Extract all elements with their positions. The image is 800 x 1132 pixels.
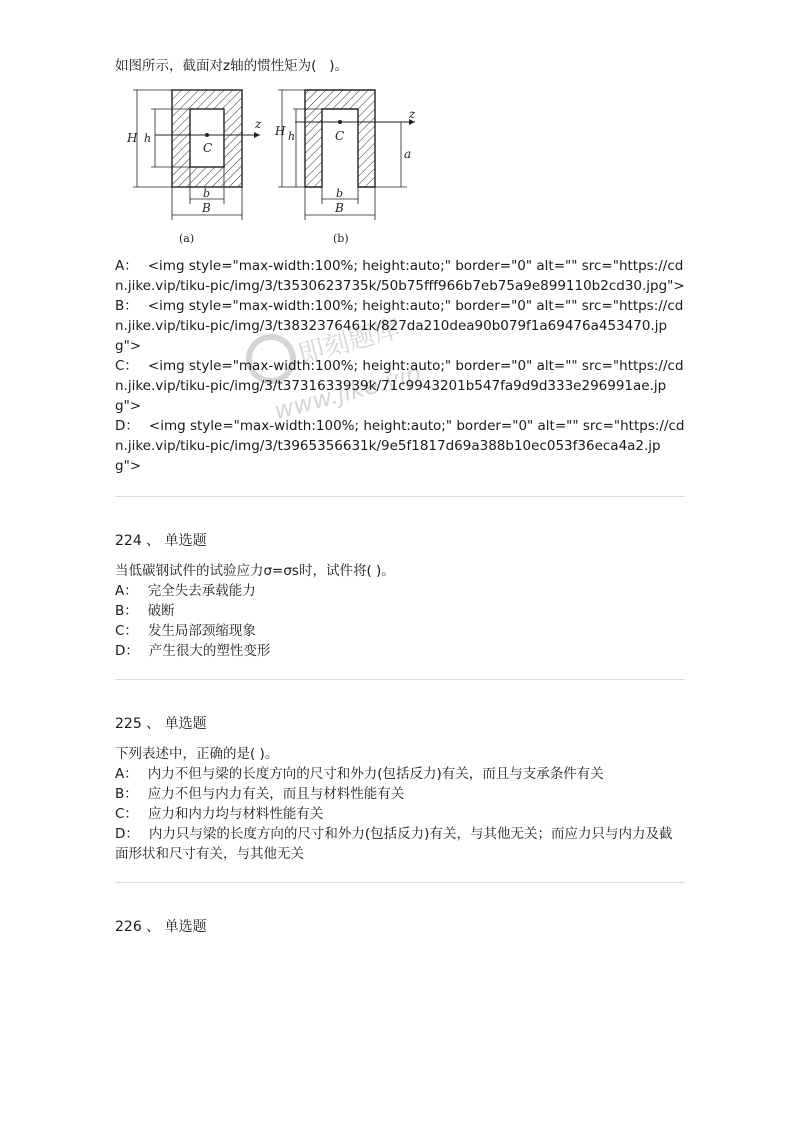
svg-text:b: b [203,187,211,200]
svg-text:H: H [275,124,286,138]
svg-text:B: B [335,201,344,215]
option-label: C： [115,623,138,639]
option-d[interactable] [115,824,685,864]
section-figure [115,80,415,250]
option-b[interactable] [115,601,685,621]
question-stem: 当低碳钢试件的试验应力σ=σs时，试件将( )。 [115,563,395,579]
svg-text:h: h [144,132,152,145]
option-text: 破断 [147,603,175,619]
option-text: <img style="max-width:100%; height:auto;" border="0" alt="" src="https://cdn.jike.vip/tiku-pic/img/3/t3530623735k/50b75fff966b7eb75a9e899110b2cd30.jpg"> [115,258,685,294]
option-text: 内力只与梁的长度方向的尺寸和外力(包括反力)有关，与其他无关；而应力只与内力及截面形状和尺寸有关，与其他无关 [115,826,673,862]
figure-a [126,90,262,245]
option-text: <img style="max-width:100%; height:auto;" border="0" alt="" src="https://cdn.jike.vip/tiku-pic/img/3/t3965356631k/9e5f1817d69a388b10ec053f36eca4a2.jpg"> [115,418,685,474]
option-b[interactable] [115,296,685,356]
svg-text:z: z [409,107,415,121]
option-text: 应力不但与内力有关，而且与材料性能有关 [147,786,405,802]
question-223 [115,56,685,476]
svg-text:h: h [288,130,296,143]
option-text: <img style="max-width:100%; height:auto;" border="0" alt="" src="https://cdn.jike.vip/tiku-pic/img/3/t3731633939k/71c9943201b547fa9d9d333e296991ae.jpg"> [115,358,684,414]
option-label: A： [115,766,138,782]
option-label: B： [115,603,138,619]
options-list [115,256,685,476]
question-stem: 下列表述中，正确的是( )。 [115,746,279,762]
option-label: A： [115,258,138,274]
svg-text:b: b [336,187,344,200]
option-label: D： [115,643,139,659]
watermark-text: 即刻题库 [295,314,404,371]
option-label: C： [115,358,138,374]
svg-text:z: z [255,117,262,131]
option-label: C： [115,806,138,822]
svg-text:B: B [202,201,211,215]
option-c[interactable] [115,356,685,416]
watermark-url: www.jike.vip [271,359,424,426]
option-d[interactable] [115,641,685,661]
option-d[interactable] [115,416,685,476]
option-text: 产生很大的塑性变形 [148,643,271,659]
option-text: 发生局部颈缩现象 [147,623,256,639]
option-label: D： [115,826,139,842]
question-226 [115,917,685,937]
svg-text:C: C [335,129,345,143]
svg-text:H: H [127,131,138,145]
option-text: 应力和内力均与材料性能有关 [147,806,324,822]
question-225 [115,714,685,864]
option-a[interactable] [115,764,685,784]
option-c[interactable] [115,804,685,824]
option-text: <img style="max-width:100%; height:auto;" border="0" alt="" src="https://cdn.jike.vip/tiku-pic/img/3/t3832376461k/827da210dea90b079f1a69476a453470.jpg"> [115,298,684,354]
option-a[interactable] [115,256,685,296]
question-number: 226 、 单选题 [115,919,207,935]
option-b[interactable] [115,784,685,804]
option-label: B： [115,298,138,314]
svg-text:C: C [203,141,213,155]
figure-b [274,90,415,245]
svg-text:a: a [404,147,412,161]
svg-text:(a): (a) [179,232,195,245]
svg-text:(b): (b) [333,232,349,245]
option-label: A： [115,583,138,599]
question-page [115,56,685,941]
option-label: B： [115,786,138,802]
option-label: D： [115,418,139,434]
option-a[interactable] [115,581,685,601]
option-text: 完全失去承载能力 [147,583,256,599]
option-c[interactable] [115,621,685,641]
question-number: 225 、 单选题 [115,716,207,732]
question-224 [115,531,685,661]
option-text: 内力不但与梁的长度方向的尺寸和外力(包括反力)有关，而且与支承条件有关 [147,766,604,782]
question-number: 224 、 单选题 [115,533,207,549]
question-stem: 如图所示，截面对z轴的惯性矩为( )。 [115,58,348,74]
